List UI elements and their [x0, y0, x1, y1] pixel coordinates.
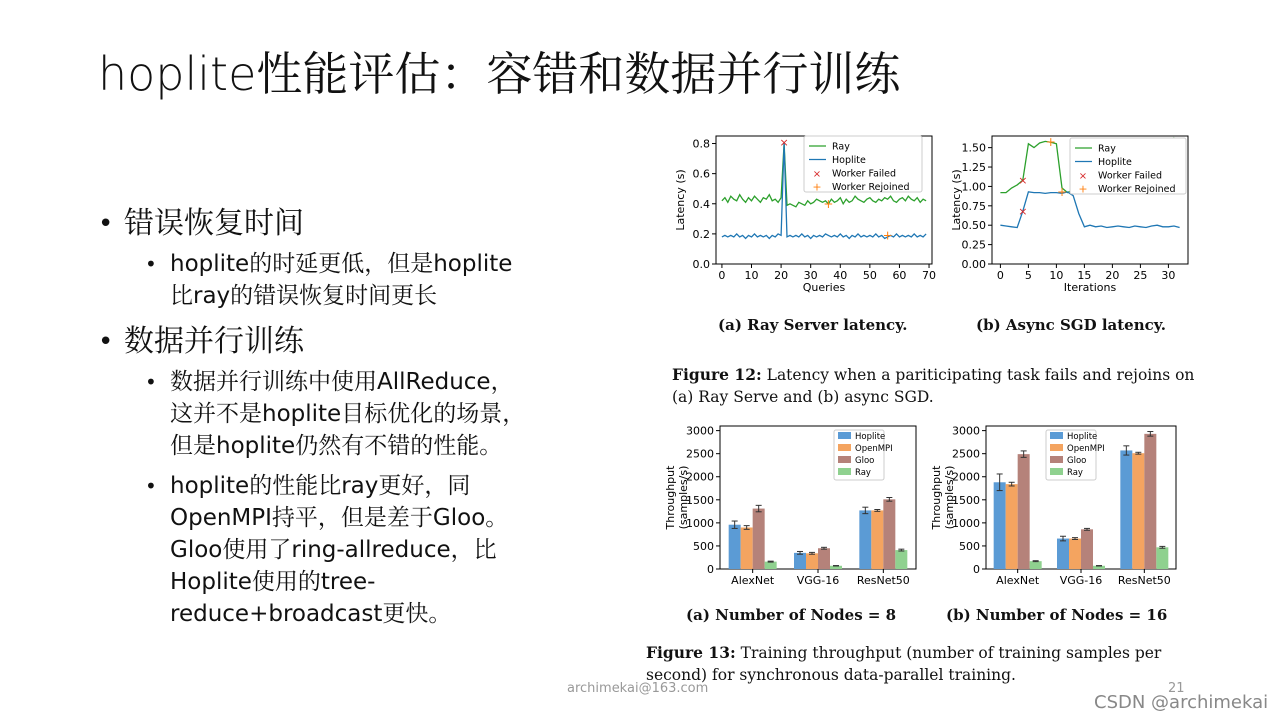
x-axis-label: Queries — [802, 281, 846, 294]
worker-rejoined-marker: + — [882, 228, 893, 243]
x-tick-label: 70 — [922, 269, 937, 282]
y-tick-label: 2500 — [686, 447, 714, 461]
bullet-data-parallel: • 数据并行训练 — [98, 322, 568, 362]
y-tick-label: 1.50 — [961, 141, 986, 155]
legend-swatch — [838, 444, 851, 451]
y-tick-label: 2000 — [686, 470, 714, 484]
bar-hoplite — [1120, 450, 1132, 569]
y-tick-label: 0.25 — [961, 238, 986, 252]
legend-label: Ray — [832, 141, 850, 153]
x-tick-label: 0 — [718, 269, 726, 282]
fig13b-subcaption: (b) Number of Nodes = 16 — [946, 606, 1168, 624]
x-tick-label: VGG-16 — [1059, 574, 1103, 587]
page-number: 21 — [1168, 681, 1185, 696]
x-tick-label: 20 — [774, 269, 789, 282]
fig12b-subcaption: (b) Async SGD latency. — [976, 316, 1166, 334]
bar-openmpi — [1132, 453, 1144, 569]
y-tick-label: 1500 — [952, 493, 980, 507]
legend-marker: + — [812, 180, 822, 194]
y-tick-label: 1000 — [686, 516, 714, 530]
x-tick-label: AlexNet — [731, 574, 775, 587]
y-axis-label: Latency (s) — [950, 169, 963, 231]
slide-title: hoplite性能评估：容错和数据并行训练 — [98, 47, 901, 101]
sub-bullet-comparison: • hoplite的性能比ray更好，同 OpenMPI持平，但是差于Gloo。 Gloo使用了ring-allreduce，比 Hoplite使用的tree- reduce+broadcast更快。 — [98, 470, 568, 630]
y-tick-label: 0.75 — [961, 199, 986, 213]
legend-swatch — [1050, 444, 1063, 451]
bar-ray — [765, 562, 777, 569]
legend-marker: × — [812, 169, 822, 180]
bar-openmpi — [871, 510, 883, 569]
x-tick-label: 10 — [1049, 269, 1064, 282]
y-axis-label-line2: (samples/s) — [677, 465, 690, 530]
bar-openmpi — [1069, 539, 1081, 569]
figure12-text: Latency when a pariticipating task fails and rejoins on (a) Ray Serve and (b) async SGD. — [672, 366, 1195, 406]
figure12-caption — [672, 364, 1212, 408]
legend-label: Worker Failed — [832, 168, 897, 180]
bar-hoplite — [994, 482, 1006, 569]
bar-hoplite — [794, 553, 806, 569]
x-tick-label: ResNet50 — [1117, 574, 1171, 587]
legend-label: Hoplite — [855, 432, 886, 442]
y-tick-label: 1500 — [686, 493, 714, 507]
worker-rejoined-marker: + — [823, 196, 834, 211]
legend-swatch — [838, 456, 851, 463]
legend-label: OpenMPI — [1067, 444, 1105, 454]
worker-failed-marker: × — [1018, 205, 1028, 219]
legend-marker: × — [1078, 171, 1088, 182]
bar-gloo — [1018, 454, 1030, 569]
x-tick-label: 0 — [996, 269, 1004, 282]
legend-swatch — [1050, 432, 1063, 439]
y-tick-label: 0.2 — [692, 227, 710, 241]
legend-label: Ray — [855, 468, 871, 478]
y-tick-label: 0 — [707, 563, 714, 576]
bar-openmpi — [1006, 484, 1018, 569]
legend-marker: + — [1078, 182, 1088, 196]
x-tick-label: 50 — [862, 269, 877, 282]
y-tick-label: 2500 — [952, 447, 980, 461]
figure12-label: Figure 12: — [672, 365, 762, 384]
bar-gloo — [1144, 434, 1156, 569]
y-tick-label: 3000 — [952, 424, 980, 438]
y-tick-label: 0 — [973, 563, 980, 576]
x-tick-label: 15 — [1077, 269, 1092, 282]
worker-failed-marker: × — [1018, 174, 1028, 188]
bar-openmpi — [806, 553, 818, 569]
bullet-fault-recovery: • 错误恢复时间 — [98, 204, 568, 244]
x-tick-label: 5 — [1024, 269, 1032, 282]
legend-label: Worker Rejoined — [1098, 184, 1176, 195]
legend-label: Ray — [1067, 468, 1083, 478]
x-tick-label: 40 — [833, 269, 848, 282]
fig12a-subcaption: (a) Ray Server latency. — [718, 316, 908, 334]
bar-ray — [1156, 547, 1168, 569]
throughput-8-nodes-chart — [652, 420, 922, 590]
y-tick-label: 0.50 — [961, 219, 986, 233]
legend-swatch — [838, 468, 851, 475]
y-axis-label: Latency (s) — [674, 169, 687, 231]
sub-bullet-fault-recovery: • hoplite的时延更低，但是hoplite 比ray的错误恢复时间更长 — [98, 248, 568, 312]
x-tick-label: ResNet50 — [856, 574, 910, 587]
y-tick-label: 0.4 — [692, 197, 710, 211]
y-tick-label: 1000 — [952, 516, 980, 530]
y-tick-label: 0.0 — [692, 258, 710, 271]
watermark: CSDN @archimekai — [1094, 692, 1269, 713]
y-tick-label: 500 — [693, 539, 714, 553]
legend-label: Hoplite — [1098, 157, 1132, 168]
throughput-16-nodes-chart — [920, 420, 1182, 590]
legend-label: Gloo — [855, 456, 875, 466]
y-tick-label: 500 — [959, 539, 980, 553]
x-tick-label: 30 — [1161, 269, 1176, 282]
legend-label: Worker Failed — [1098, 170, 1163, 182]
y-tick-label: 2000 — [952, 470, 980, 484]
y-tick-label: 0.00 — [961, 258, 986, 271]
y-tick-label: 3000 — [686, 424, 714, 438]
bar-gloo — [883, 499, 895, 569]
worker-rejoined-marker: + — [1056, 184, 1068, 199]
x-tick-label: 20 — [1105, 269, 1120, 282]
bar-gloo — [818, 548, 830, 569]
legend-label: Gloo — [1067, 456, 1087, 466]
bar-openmpi — [741, 527, 753, 569]
bar-ray — [895, 550, 907, 569]
figure13-caption — [646, 642, 1206, 686]
bar-ray — [1030, 561, 1042, 569]
x-tick-label: VGG-16 — [796, 574, 840, 587]
bullet-list — [98, 198, 568, 630]
x-tick-label: 10 — [744, 269, 759, 282]
legend-label: OpenMPI — [855, 444, 893, 454]
footer-email: archimekai@163.com — [567, 681, 709, 696]
y-axis-label-line2: (samples/s) — [943, 465, 956, 530]
bar-hoplite — [859, 510, 871, 569]
y-tick-label: 0.6 — [692, 167, 710, 181]
x-axis-label: Iterations — [1063, 281, 1117, 294]
worker-rejoined-marker: + — [1045, 135, 1056, 150]
x-tick-label: 60 — [892, 269, 907, 282]
y-tick-label: 0.8 — [692, 137, 710, 151]
bar-hoplite — [1057, 539, 1069, 569]
figure13-text: Training throughput (number of training samples per second) for synchronous data-parallel training. — [646, 644, 1162, 684]
y-axis-label-line1: Throughput — [664, 465, 677, 530]
bar-hoplite — [729, 525, 741, 569]
legend-label: Worker Rejoined — [832, 182, 910, 193]
y-axis-label-line1: Throughput — [930, 465, 943, 530]
fig13a-subcaption: (a) Number of Nodes = 8 — [686, 606, 897, 624]
legend-label: Hoplite — [1067, 432, 1098, 442]
legend-swatch — [838, 432, 851, 439]
legend-swatch — [1050, 468, 1063, 475]
legend-label: Hoplite — [832, 155, 866, 166]
y-tick-label: 1.25 — [961, 161, 986, 175]
worker-failed-marker: × — [779, 136, 789, 150]
legend-swatch — [1050, 456, 1063, 463]
async-sgd-latency-chart — [940, 126, 1190, 302]
x-tick-label: 30 — [803, 269, 818, 282]
ray-serve-latency-chart — [672, 126, 942, 302]
bar-gloo — [1081, 529, 1093, 569]
x-tick-label: AlexNet — [996, 574, 1040, 587]
y-tick-label: 1.00 — [961, 180, 986, 194]
sub-bullet-allreduce: • 数据并行训练中使用AllReduce， 这并不是hoplite目标优化的场景， 但是hoplite仍然有不错的性能。 — [98, 366, 568, 462]
legend-label: Ray — [1098, 143, 1116, 155]
figure13-label: Figure 13: — [646, 643, 736, 662]
bar-gloo — [753, 509, 765, 569]
x-tick-label: 25 — [1133, 269, 1148, 282]
